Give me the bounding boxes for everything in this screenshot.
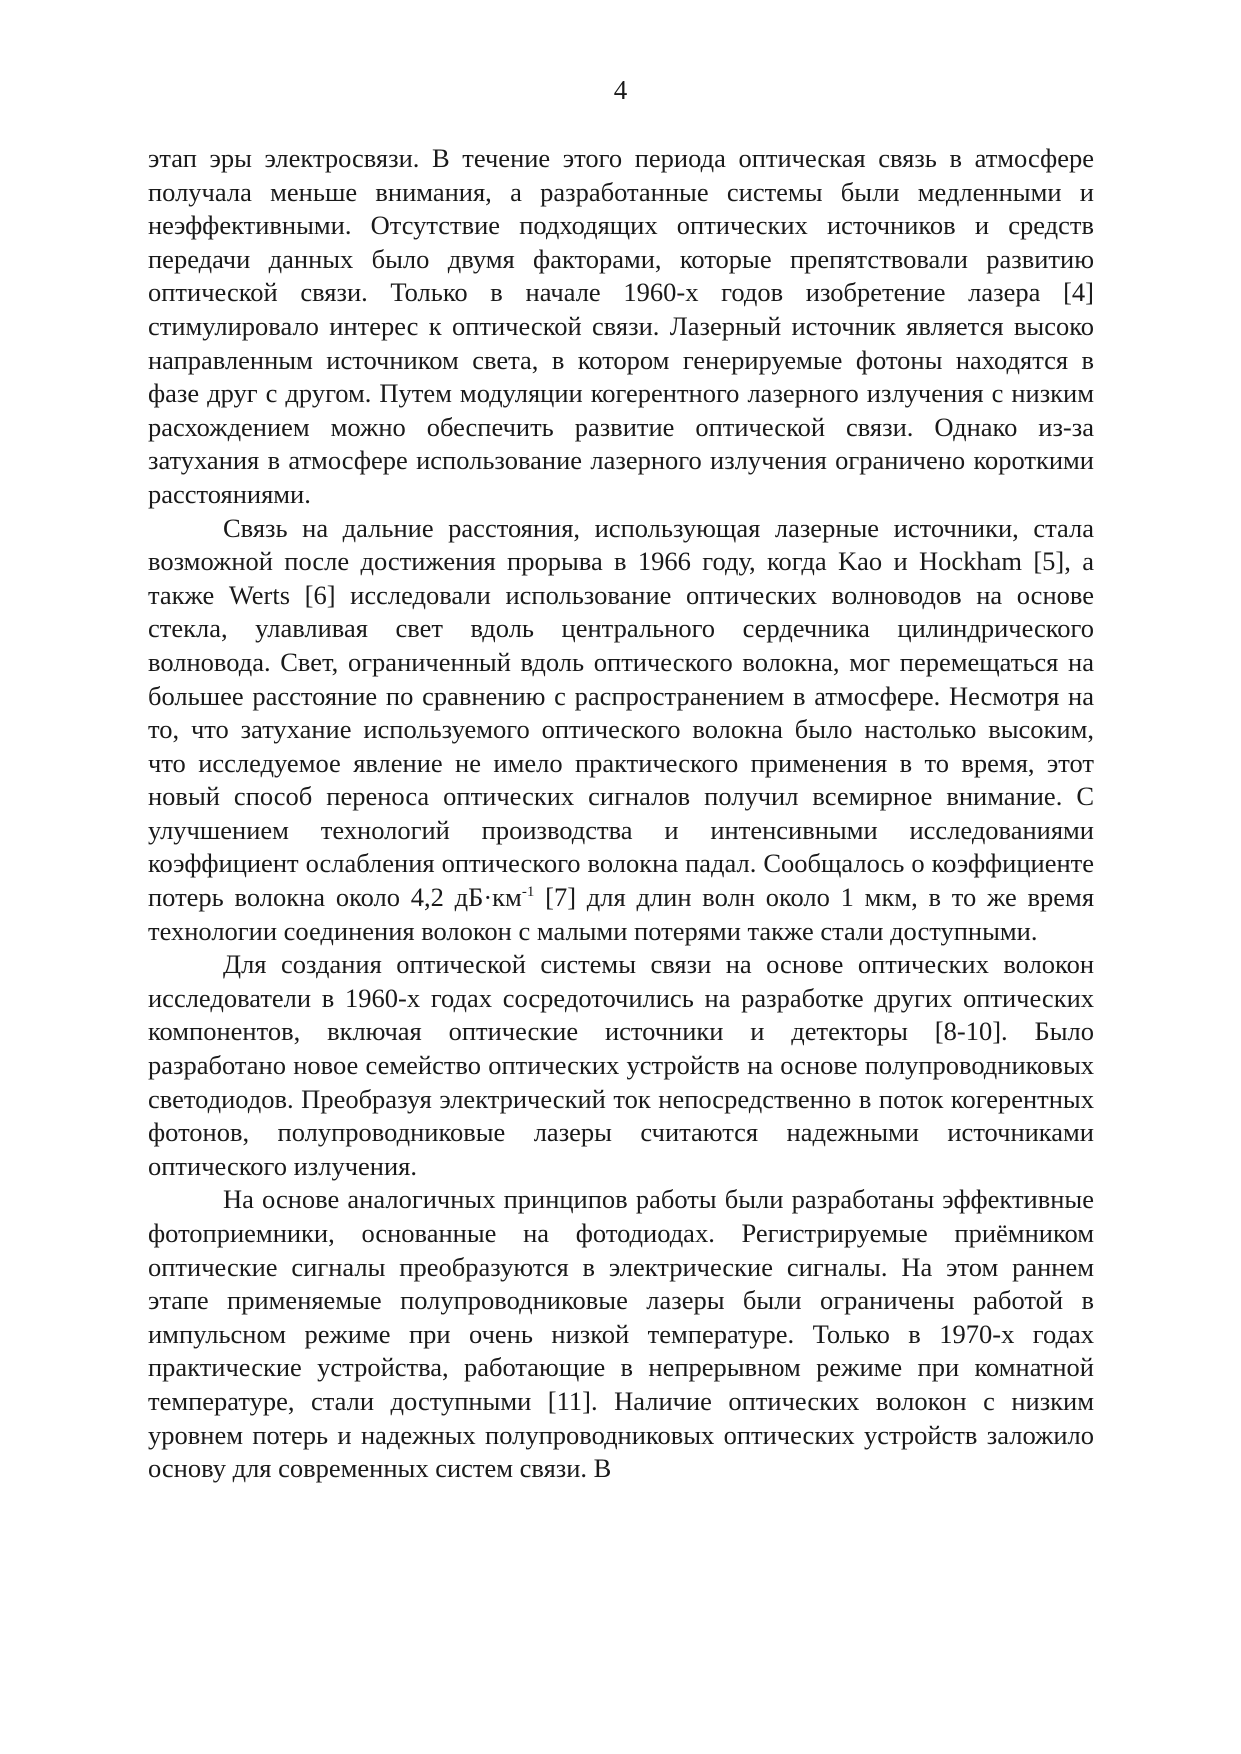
paragraph-text: Связь на дальние расстояния, использующая лазерные источники, стала возможной после достижения прорыва в 1966 году, когда Kao и Hockham [5], а также Werts [6] исследовали использование оптических волноводов на основе стекла, улавливая свет вдоль центрального сердечника цилиндрического волновода. Свет, ограниченный вдоль оптического волокна, мог перемещаться на большее расстояние по сравнению с распространением в атмосфере. Несмотря на то, что затухание используемого оптического волокна было настолько высоким, что исследуемое явление не имело практического применения в то время, этот новый способ переноса оптических сигналов получил всемирное внимание. С улучшением технологий производства и интенсивными исследованиями коэффициент ослабления оптического волокна падал. Сообщалось о коэффициенте потерь волокна около 4,2 дБ·км [148,512,1094,913]
document-body [148,142,1094,1486]
page-number: 4 [613,75,628,105]
paragraph: Для создания оптической системы связи на основе оптических волокон исследователи в 1960-х годах сосредоточились на разработке других оптических компонентов, включая оптические источники и детекторы [8-10]. Было разработано новое семейство оптических устройств на основе полупроводниковых светодиодов. Преобразуя электрический ток непосредственно в поток когерентных фотонов, полупроводниковые лазеры считаются надежными источниками оптического излучения. [148,949,1094,1181]
paragraph: этап эры электросвязи. В течение этого периода оптическая связь в атмосфере получала меньше внимания, а разработанные системы были медленными и неэффективными. Отсутствие подходящих оптических источников и средств передачи данных было двумя факторами, которые препятствовали развитию оптической связи. Только в начале 1960-х годов изобретение лазера [4] стимулировало интерес к оптической связи. Лазерный источник является высоко направленным источником света, в котором генерируемые фотоны находятся в фазе друг с другом. Путем модуляции когерентного лазерного излучения с низким расхождением можно обеспечить развитие оптической связи. Однако из-за затухания в атмосфере использование лазерного излучения ограничено короткими расстояниями. [148,143,1094,509]
paragraph [148,512,1094,949]
paragraph-text: [7] для длин волн около 1 мкм, в то же время технологии соединения волокон с малыми потерями также стали доступными. [148,882,1095,946]
superscript: -1 [521,884,535,901]
paragraph: На основе аналогичных принципов работы были разработаны эффективные фотоприемники, основанные на фотодиодах. Регистрируемые приёмником оптические сигналы преобразуются в электрические сигналы. На этом раннем этапе применяемые полупроводниковые лазеры были ограничены работой в импульсном режиме при очень низкой температуре. Только в 1970-х годах практические устройства, работающие в непрерывном режиме при комнатной температуре, стали доступными [11]. Наличие оптических волокон с низким уровнем потерь и надежных полупроводниковых оптических устройств заложило основу для современных систем связи. В [148,1184,1094,1484]
